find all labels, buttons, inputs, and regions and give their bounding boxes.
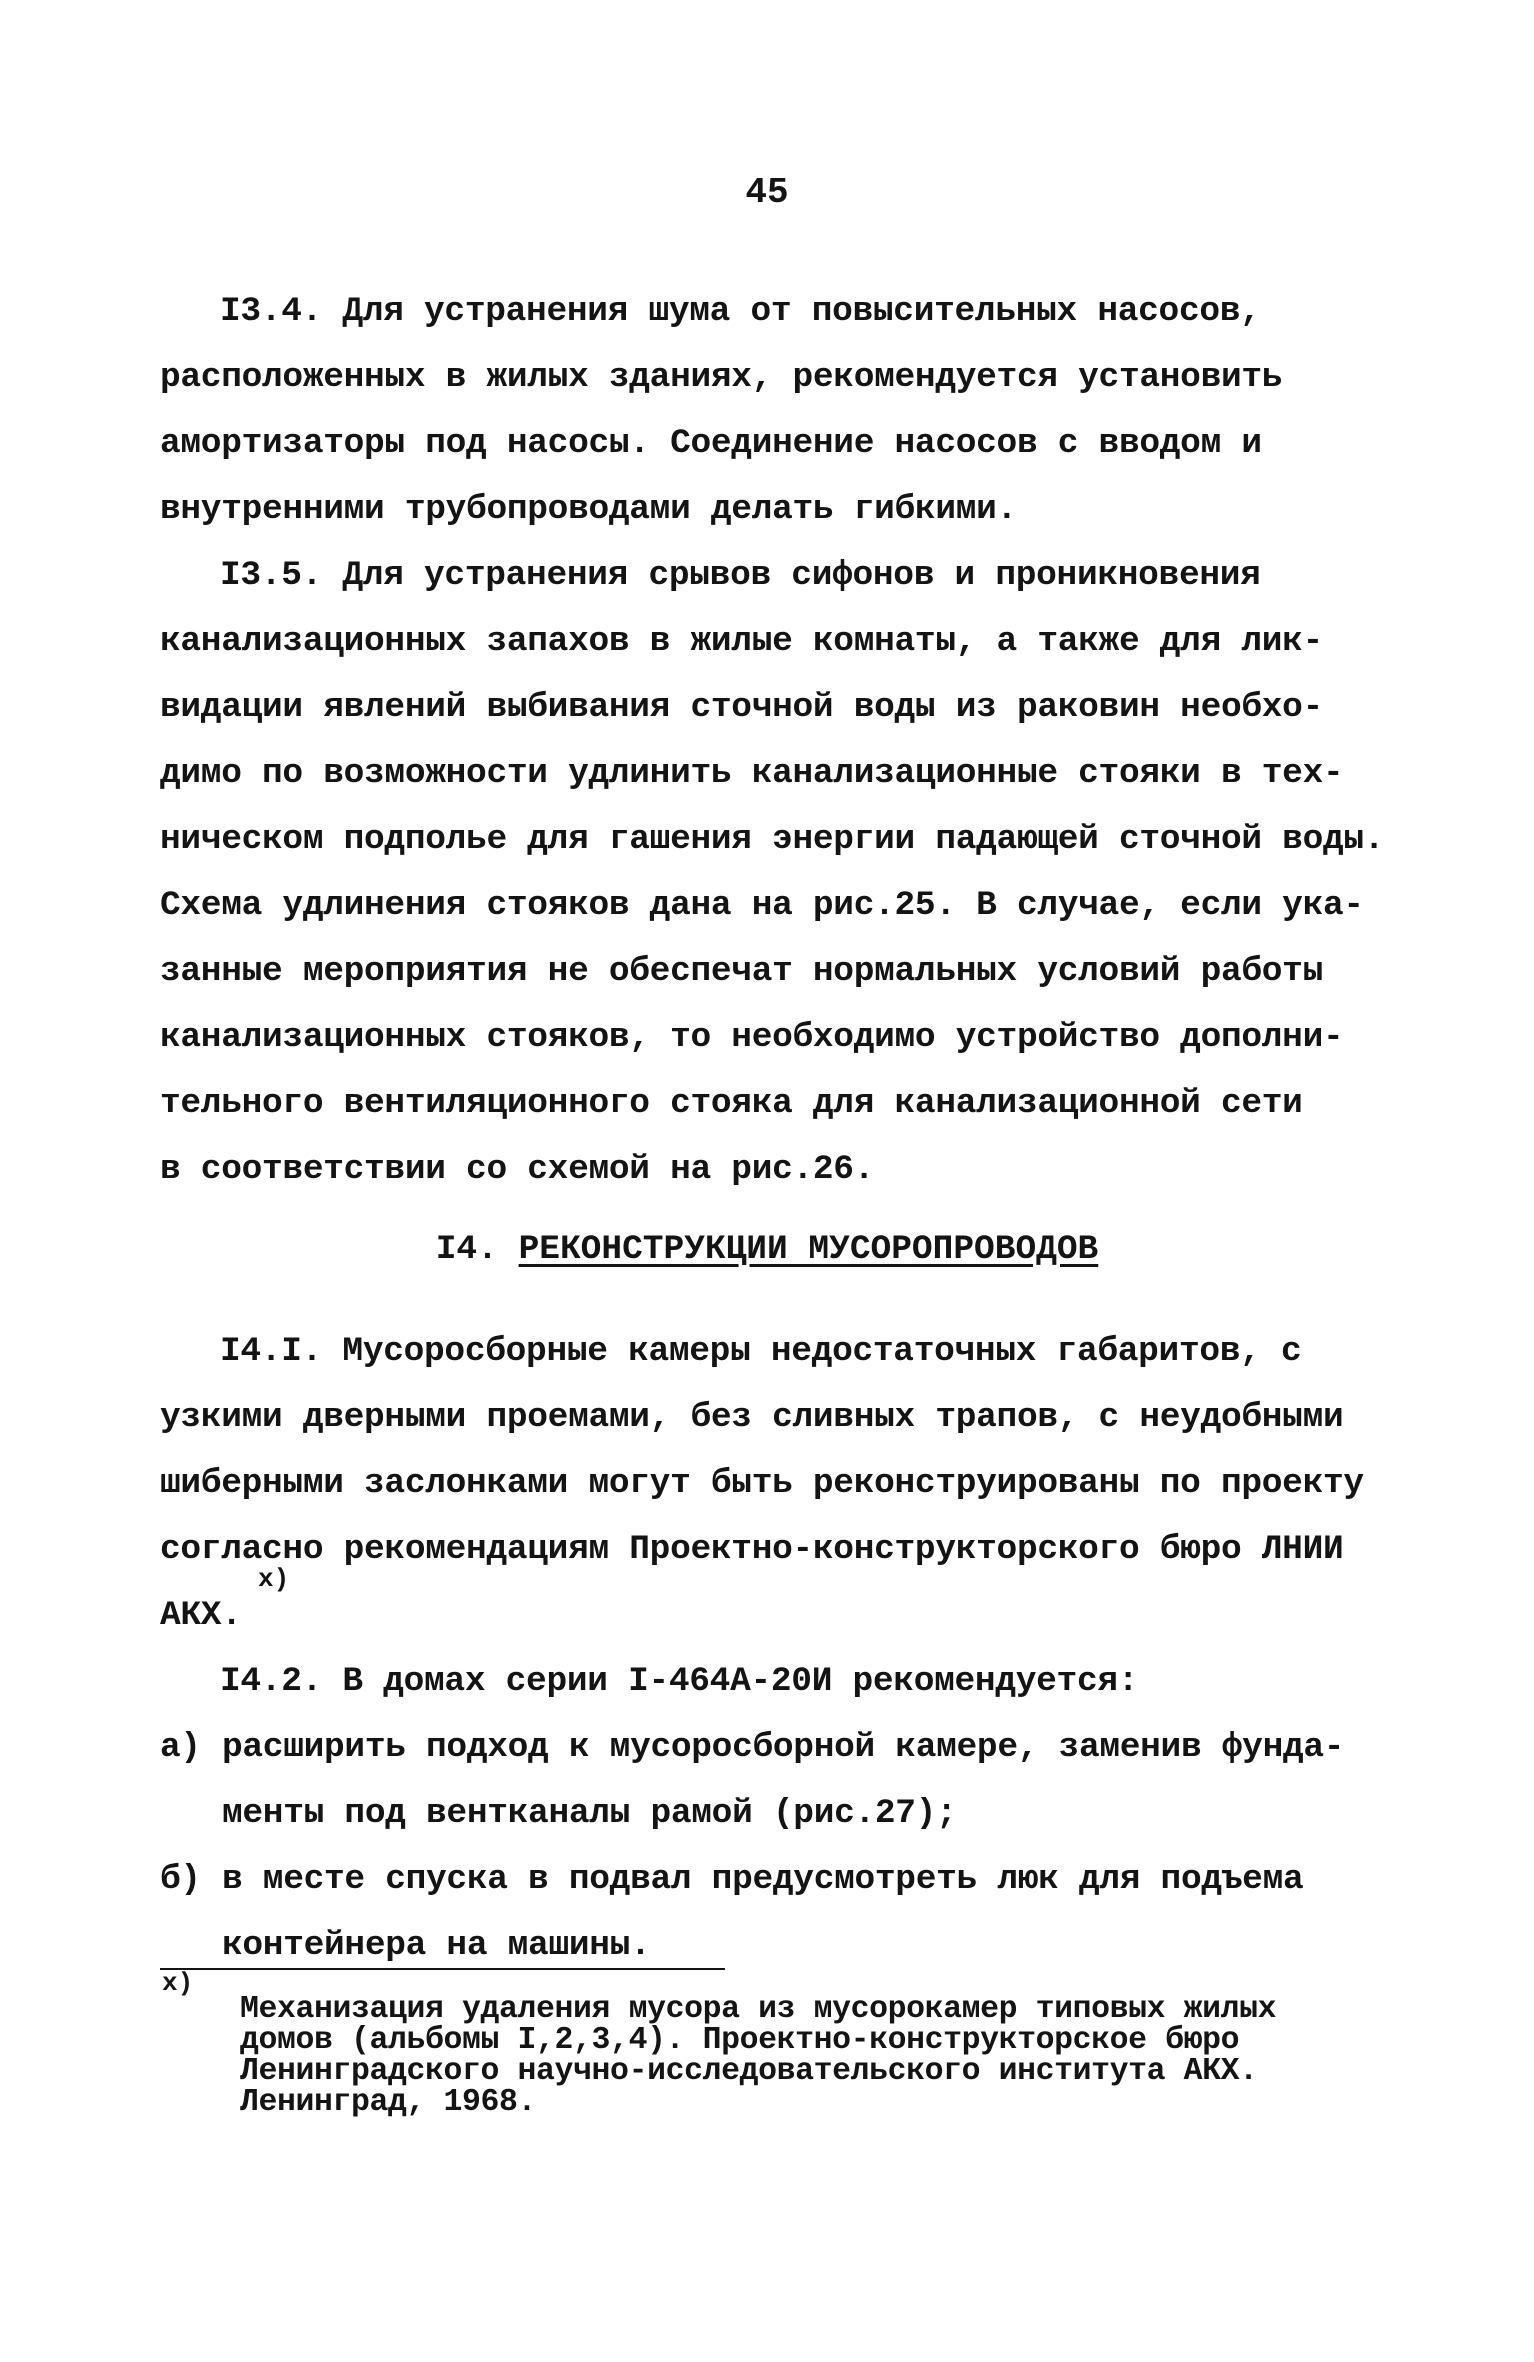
list-item-a-line: менты под вентканалы рамой (рис.27);: [222, 1794, 957, 1833]
list-item-b-label: б): [160, 1860, 201, 1899]
para-13-5-line: канализационных стояков, то необходимо устройство дополни-: [160, 1018, 1344, 1057]
section-number: I4.: [435, 1230, 498, 1269]
footnote-line: Ленинградского научно-исследовательского института АКХ.: [240, 2054, 1258, 2089]
para-13-4-line: амортизаторы под насосы. Соединение насосов с вводом и: [160, 424, 1262, 463]
para-13-5-line: I3.5. Для устранения срывов сифонов и проникновения: [220, 556, 1261, 595]
para-13-4-line: расположенных в жилых зданиях, рекомендуется установить: [160, 358, 1283, 397]
footnote-line: домов (альбомы I,2,3,4). Проектно-конструкторское бюро: [240, 2023, 1240, 2058]
para-13-5-line: канализационных запахов в жилые комнаты, а также для лик-: [160, 622, 1323, 661]
list-item-a-label: а): [160, 1728, 201, 1767]
para-13-4-line: I3.4. Для устранения шума от повысительных насосов,: [220, 292, 1261, 331]
para-13-5-line: Схема удлинения стояков дана на рис.25. В случае, если ука-: [160, 886, 1364, 925]
para-14-1-line: согласно рекомендациям Проектно-конструкторского бюро ЛНИИ: [160, 1530, 1344, 1569]
footnote-line: Механизация удаления мусора из мусорокамер типовых жилых: [240, 1992, 1277, 2027]
para-13-5-line: в соответствии со схемой на рис.26.: [160, 1150, 875, 1189]
para-14-1-line: I4.I. Мусоросборные камеры недостаточных габаритов, с: [220, 1332, 1302, 1371]
para-14-1-line: шиберными заслонками могут быть реконструированы по проекту: [160, 1464, 1364, 1503]
footnote-line: Ленинград, 1968.: [240, 2085, 537, 2120]
footnote-reference-mark: x): [258, 1564, 290, 1594]
para-13-5-line: димо по возможности удлинить канализационные стояки в тех-: [160, 754, 1344, 793]
footnote-mark: x): [162, 1968, 194, 1998]
list-item-b-line: контейнера на машины.: [222, 1926, 651, 1965]
para-14-1-line: АКХ.: [160, 1596, 242, 1635]
list-item-b-line: в месте спуска в подвал предусмотреть люк для подъема: [222, 1860, 1304, 1899]
para-14-2-intro: I4.2. В домах серии I-464А-20И рекомендуется:: [220, 1662, 1139, 1701]
footnote-separator: [160, 1968, 725, 1970]
para-13-4-line: внутренними трубопроводами делать гибкими.: [160, 490, 1017, 529]
page-number: 45: [745, 172, 789, 213]
para-13-5-line: тельного вентиляционного стояка для канализационной сети: [160, 1084, 1303, 1123]
list-item-a-line: расширить подход к мусоросборной камере, заменив фунда-: [222, 1728, 1345, 1767]
para-13-5-line: видации явлений выбивания сточной воды из раковин необхо-: [160, 688, 1323, 727]
para-13-5-line: занные мероприятия не обеспечат нормальных условий работы: [160, 952, 1323, 991]
section-title: РЕКОНСТРУКЦИИ МУСОРОПРОВОДОВ: [518, 1230, 1099, 1269]
para-14-1-line: узкими дверными проемами, без сливных трапов, с неудобными: [160, 1398, 1344, 1437]
para-13-5-line: ническом подполье для гашения энергии падающей сточной воды.: [160, 820, 1385, 859]
section-heading: [0, 1228, 1534, 1272]
